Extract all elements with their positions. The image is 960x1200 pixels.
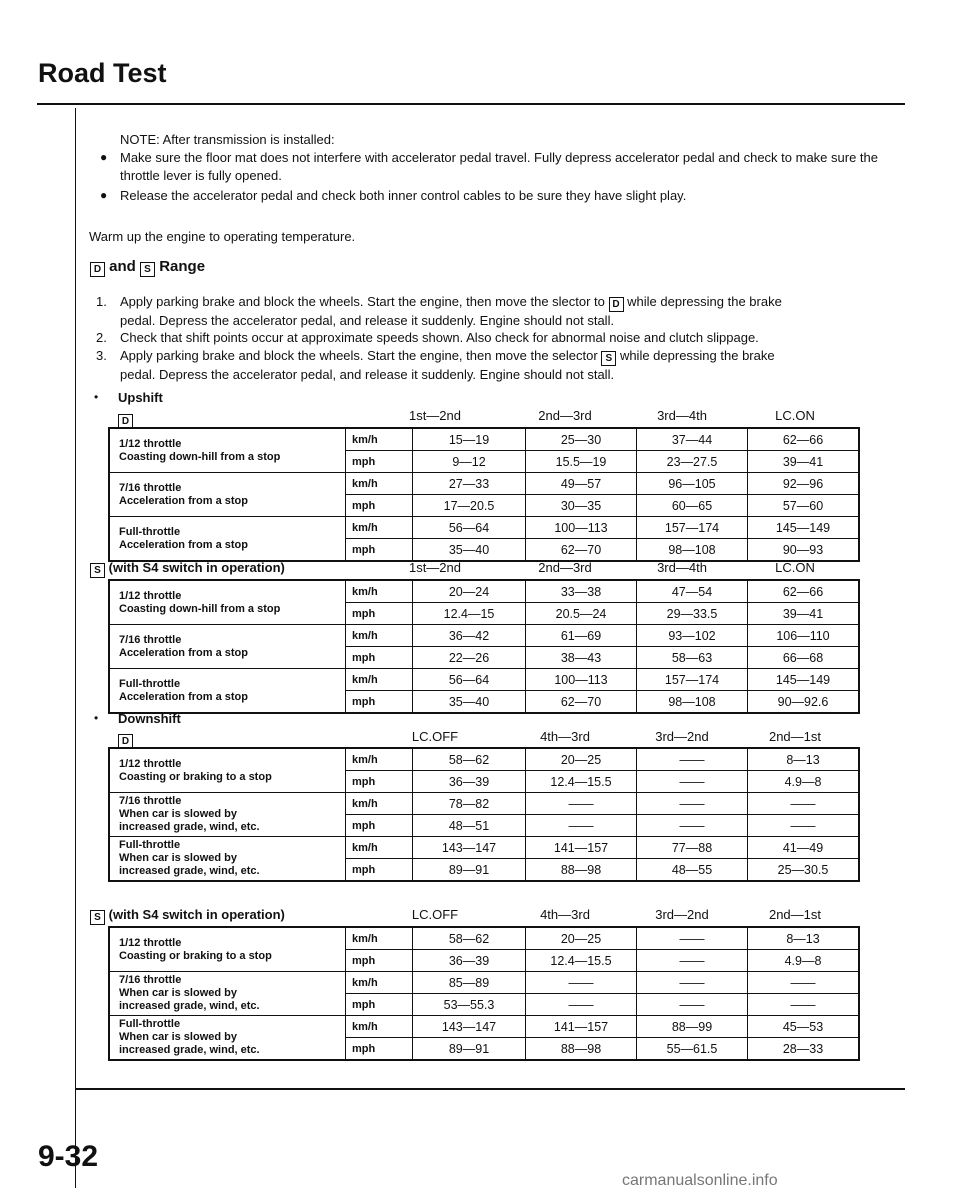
value-cell: 27—33 (413, 473, 526, 495)
value-cell: 106—110 (748, 625, 860, 647)
row-label-line: Acceleration from a stop (119, 538, 248, 551)
value-cell: 100—113 (526, 669, 637, 691)
d-range-icon: D (118, 734, 133, 749)
s-range-icon: S (601, 351, 616, 366)
row-label-line: Full-throttle (119, 1018, 181, 1030)
downshift-label: Downshift (118, 711, 181, 726)
unit-cell: mph (346, 815, 413, 837)
upshift-d-table (108, 427, 860, 562)
value-cell: 23—27.5 (637, 451, 748, 473)
row-label-line: 7/16 throttle (119, 633, 182, 646)
watermark: carmanualsonline.info (622, 1172, 778, 1189)
unit-cell: mph (346, 495, 413, 517)
unit-cell: km/h (346, 580, 413, 603)
row-label (109, 927, 346, 972)
col-header: 4th—3rd (540, 729, 590, 744)
bullet-icon: ● (100, 188, 108, 202)
step-number: 1. (96, 294, 107, 309)
upshift-s4-label: S (with S4 switch in operation) (90, 560, 285, 578)
value-cell: 78—82 (413, 793, 526, 815)
range-heading-and: and (109, 258, 136, 275)
table-row (109, 625, 859, 647)
row-label-line: Full-throttle (119, 677, 181, 690)
value-cell: —— (637, 748, 748, 771)
unit-cell: mph (346, 451, 413, 473)
unit-cell: km/h (346, 1016, 413, 1038)
value-cell: 37—44 (637, 428, 748, 451)
upshift-s-table (108, 579, 860, 714)
row-label-line: Full-throttle (119, 525, 181, 538)
note-bullet-1: Make sure the floor mat does not interfere with accelerator pedal travel. Fully depress accelerator pedal and check to make sure the throttle lever is fully opened. (120, 150, 878, 183)
value-cell: 36—39 (413, 950, 526, 972)
value-cell: 39—41 (748, 603, 860, 625)
value-cell: 96—105 (637, 473, 748, 495)
value-cell: 157—174 (637, 669, 748, 691)
step-number: 2. (96, 330, 107, 345)
row-label (109, 473, 346, 517)
row-label (109, 625, 346, 669)
col-header: 1st—2nd (408, 408, 462, 423)
value-cell: 38—43 (526, 647, 637, 669)
row-label-line: When car is slowed by (119, 808, 237, 820)
value-cell: —— (637, 972, 748, 994)
row-label-line: Coasting down-hill from a stop (119, 450, 281, 463)
value-cell: 90—92.6 (748, 691, 860, 714)
value-cell: 89—91 (413, 859, 526, 882)
step-1: Apply parking brake and block the wheels. Start the engine, then move the slector to D while depressing the brake pedal. Depress the accelerator pedal, and release it suddenly. Engine should not stall. (120, 294, 782, 328)
value-cell: 28—33 (748, 1038, 860, 1061)
downshift-s-table (108, 926, 860, 1061)
bullet-icon: • (94, 711, 99, 725)
bullet-icon: ● (100, 150, 108, 164)
value-cell: 92—96 (748, 473, 860, 495)
unit-cell: km/h (346, 517, 413, 539)
row-label-line: increased grade, wind, etc. (119, 1044, 260, 1056)
unit-cell: km/h (346, 625, 413, 647)
unit-cell: km/h (346, 748, 413, 771)
value-cell: —— (748, 972, 860, 994)
value-cell: 49—57 (526, 473, 637, 495)
value-cell: —— (637, 793, 748, 815)
footer-rule (75, 1088, 905, 1090)
value-cell: 12.4—15.5 (526, 950, 637, 972)
value-cell: —— (748, 793, 860, 815)
header-rule (37, 103, 905, 105)
value-cell: 98—108 (637, 539, 748, 562)
row-label-line: Coasting or braking to a stop (119, 770, 272, 783)
col-header: 2nd—1st (768, 729, 822, 744)
unit-cell: km/h (346, 972, 413, 994)
value-cell: 12.4—15 (413, 603, 526, 625)
range-heading-range: Range (159, 258, 206, 275)
value-cell: 20—25 (526, 748, 637, 771)
row-label (109, 793, 346, 837)
frame-left-line (75, 108, 76, 1188)
row-label (109, 580, 346, 625)
row-label (109, 748, 346, 793)
unit-cell: mph (346, 691, 413, 714)
value-cell: 62—66 (748, 428, 860, 451)
value-cell: 89—91 (413, 1038, 526, 1061)
note-heading: NOTE: After transmission is installed: (120, 132, 335, 147)
value-cell: —— (526, 972, 637, 994)
unit-cell: mph (346, 1038, 413, 1061)
value-cell: 56—64 (413, 669, 526, 691)
unit-cell: mph (346, 647, 413, 669)
step-number: 3. (96, 348, 107, 363)
table-row (109, 972, 859, 994)
value-cell: 141—157 (526, 1016, 637, 1038)
value-cell: 98—108 (637, 691, 748, 714)
value-cell: 143—147 (413, 837, 526, 859)
row-label-line: increased grade, wind, etc. (119, 1000, 260, 1012)
upshift-label: Upshift (118, 390, 163, 405)
value-cell: 62—66 (748, 580, 860, 603)
row-label-line: When car is slowed by (119, 987, 237, 999)
unit-cell: mph (346, 994, 413, 1016)
unit-cell: km/h (346, 927, 413, 950)
bullet-icon: • (94, 390, 99, 404)
table-row (109, 580, 859, 603)
unit-cell: km/h (346, 837, 413, 859)
col-header: LC.ON (775, 560, 815, 575)
row-label-line: increased grade, wind, etc. (119, 865, 260, 877)
col-header: 3rd—2nd (655, 729, 709, 744)
unit-cell: km/h (346, 473, 413, 495)
row-label-line: Coasting or braking to a stop (119, 949, 272, 962)
value-cell: 35—40 (413, 691, 526, 714)
unit-cell: km/h (346, 793, 413, 815)
value-cell: —— (637, 771, 748, 793)
s-range-icon: S (90, 910, 105, 925)
row-label-line: Acceleration from a stop (119, 690, 248, 703)
value-cell: 4.9—8 (748, 950, 860, 972)
unit-cell: mph (346, 603, 413, 625)
value-cell: 93—102 (637, 625, 748, 647)
value-cell: —— (637, 927, 748, 950)
value-cell: 61—69 (526, 625, 637, 647)
value-cell: 88—98 (526, 1038, 637, 1061)
d-range-icon: D (90, 262, 105, 277)
value-cell: 29—33.5 (637, 603, 748, 625)
col-header: LC.OFF (411, 907, 459, 922)
value-cell: 100—113 (526, 517, 637, 539)
col-header: 3rd—4th (657, 560, 707, 575)
col-header: LC.OFF (411, 729, 459, 744)
value-cell: 9—12 (413, 451, 526, 473)
value-cell: 41—49 (748, 837, 860, 859)
value-cell: 39—41 (748, 451, 860, 473)
value-cell: —— (637, 950, 748, 972)
s-range-icon: S (140, 262, 155, 277)
row-label-line: 7/16 throttle (119, 481, 182, 494)
row-label-line: 1/12 throttle (119, 936, 182, 949)
s-range-icon: S (90, 563, 105, 578)
row-label-line: 7/16 throttle (119, 974, 182, 986)
page-number: 9-32 (38, 1140, 99, 1173)
unit-cell: mph (346, 771, 413, 793)
value-cell: 143—147 (413, 1016, 526, 1038)
table-row (109, 428, 859, 451)
d-range-icon: D (609, 297, 624, 312)
value-cell: 77—88 (637, 837, 748, 859)
value-cell: 22—26 (413, 647, 526, 669)
value-cell: 47—54 (637, 580, 748, 603)
row-label (109, 517, 346, 562)
col-header: 2nd—3rd (538, 560, 592, 575)
value-cell: 20—24 (413, 580, 526, 603)
unit-cell: km/h (346, 669, 413, 691)
value-cell: —— (526, 994, 637, 1016)
unit-cell: mph (346, 950, 413, 972)
value-cell: 30—35 (526, 495, 637, 517)
value-cell: —— (637, 994, 748, 1016)
value-cell: 141—157 (526, 837, 637, 859)
row-label-line: Acceleration from a stop (119, 646, 248, 659)
value-cell: 48—51 (413, 815, 526, 837)
value-cell: 4.9—8 (748, 771, 860, 793)
value-cell: 36—39 (413, 771, 526, 793)
value-cell: 62—70 (526, 539, 637, 562)
col-header: 1st—2nd (408, 560, 462, 575)
value-cell: 157—174 (637, 517, 748, 539)
value-cell: —— (748, 815, 860, 837)
row-label-line: increased grade, wind, etc. (119, 821, 260, 833)
value-cell: 17—20.5 (413, 495, 526, 517)
value-cell: 20—25 (526, 927, 637, 950)
note-bullet-2: Release the accelerator pedal and check both inner control cables to be sure they have slight play. (120, 188, 687, 203)
row-label (109, 837, 346, 882)
row-label-line: Coasting down-hill from a stop (119, 602, 281, 615)
col-header: 3rd—4th (657, 408, 707, 423)
table-row (109, 473, 859, 495)
value-cell: 25—30.5 (748, 859, 860, 882)
value-cell: 55—61.5 (637, 1038, 748, 1061)
col-header: 4th—3rd (540, 907, 590, 922)
row-label (109, 1016, 346, 1061)
step-2: Check that shift points occur at approximate speeds shown. Also check for abnormal noise and clutch slippage. (120, 330, 759, 345)
value-cell: 88—99 (637, 1016, 748, 1038)
value-cell: 8—13 (748, 748, 860, 771)
table-row (109, 748, 859, 771)
d-range-icon: D (118, 414, 133, 429)
value-cell: 15—19 (413, 428, 526, 451)
unit-cell: km/h (346, 428, 413, 451)
value-cell: 85—89 (413, 972, 526, 994)
warmup-text: Warm up the engine to operating temperature. (89, 229, 356, 244)
value-cell: 8—13 (748, 927, 860, 950)
value-cell: 88—98 (526, 859, 637, 882)
value-cell: 25—30 (526, 428, 637, 451)
row-label-line: Full-throttle (119, 839, 181, 851)
value-cell: —— (526, 815, 637, 837)
unit-cell: mph (346, 859, 413, 882)
value-cell: 145—149 (748, 517, 860, 539)
col-header: 3rd—2nd (655, 907, 709, 922)
value-cell: —— (637, 815, 748, 837)
value-cell: 56—64 (413, 517, 526, 539)
value-cell: 45—53 (748, 1016, 860, 1038)
row-label-line: 1/12 throttle (119, 589, 182, 602)
value-cell: 90—93 (748, 539, 860, 562)
unit-cell: mph (346, 539, 413, 562)
table-row (109, 669, 859, 691)
row-label (109, 428, 346, 473)
table-row (109, 837, 859, 859)
row-label (109, 972, 346, 1016)
table-row (109, 1016, 859, 1038)
value-cell: 35—40 (413, 539, 526, 562)
downshift-s4-label: S (with S4 switch in operation) (90, 907, 285, 925)
table-row (109, 793, 859, 815)
row-label-line: 7/16 throttle (119, 795, 182, 807)
row-label-line: Acceleration from a stop (119, 494, 248, 507)
row-label-line: When car is slowed by (119, 852, 237, 864)
col-header: 2nd—1st (768, 907, 822, 922)
table-row (109, 927, 859, 950)
value-cell: 145—149 (748, 669, 860, 691)
col-header: LC.ON (775, 408, 815, 423)
range-heading (90, 258, 205, 277)
value-cell: 58—63 (637, 647, 748, 669)
downshift-d-table (108, 747, 860, 882)
value-cell: 57—60 (748, 495, 860, 517)
value-cell: 15.5—19 (526, 451, 637, 473)
value-cell: 20.5—24 (526, 603, 637, 625)
row-label-line: 1/12 throttle (119, 757, 182, 770)
row-label-line: 1/12 throttle (119, 437, 182, 450)
value-cell: 58—62 (413, 748, 526, 771)
table-row (109, 517, 859, 539)
value-cell: 48—55 (637, 859, 748, 882)
value-cell: 66—68 (748, 647, 860, 669)
value-cell: 62—70 (526, 691, 637, 714)
col-header: 2nd—3rd (538, 408, 592, 423)
value-cell: 58—62 (413, 927, 526, 950)
step-3: Apply parking brake and block the wheels. Start the engine, then move the selector S while depressing the brake pedal. Depress the accelerator pedal, and release it suddenly. Engine should not stall. (120, 348, 775, 382)
value-cell: 12.4—15.5 (526, 771, 637, 793)
value-cell: 36—42 (413, 625, 526, 647)
row-label (109, 669, 346, 714)
value-cell: —— (748, 994, 860, 1016)
page-title: Road Test (38, 58, 167, 88)
value-cell: 53—55.3 (413, 994, 526, 1016)
value-cell: 60—65 (637, 495, 748, 517)
value-cell: 33—38 (526, 580, 637, 603)
value-cell: —— (526, 793, 637, 815)
row-label-line: When car is slowed by (119, 1031, 237, 1043)
